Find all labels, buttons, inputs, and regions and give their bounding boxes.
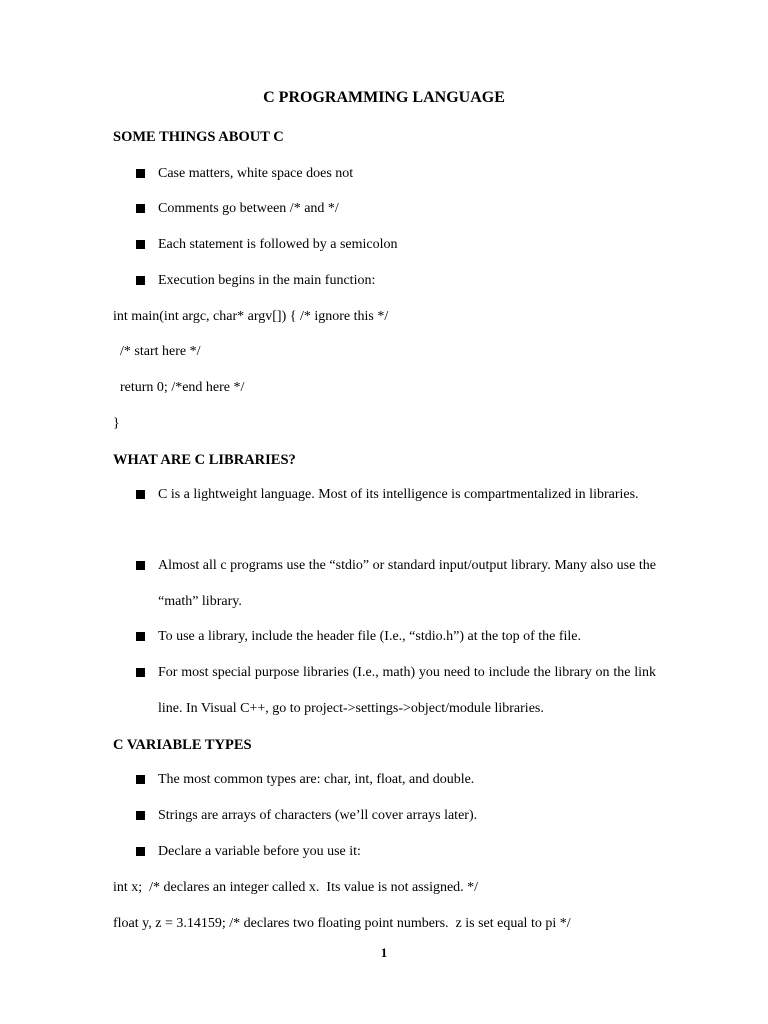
bullet-text: Almost all c programs use the “stdio” or standard input/output library. Many also use the “math” library.	[158, 558, 656, 609]
square-bullet-icon	[136, 668, 145, 677]
square-bullet-icon	[136, 169, 145, 178]
bullet-text: To use a library, include the header file (I.e., “stdio.h”) at the top of the file.	[158, 629, 582, 644]
square-bullet-icon	[136, 240, 145, 249]
bullet-text: Each statement is followed by a semicolon	[158, 237, 398, 252]
page-title: C PROGRAMMING LANGUAGE	[263, 89, 505, 106]
bullet-text: Declare a variable before you use it:	[158, 844, 361, 859]
bullet-text: Case matters, white space does not	[158, 166, 354, 181]
bullet-text: Strings are arrays of characters (we’ll cover arrays later).	[158, 808, 478, 823]
code-line: int x; /* declares an integer called x. Its value is not assigned. */	[113, 880, 479, 895]
square-bullet-icon	[136, 204, 145, 213]
square-bullet-icon	[136, 811, 145, 820]
code-line: }	[113, 416, 120, 431]
bullet-text: Comments go between /* and */	[158, 201, 339, 216]
bullet-text: The most common types are: char, int, float, and double.	[158, 772, 475, 787]
code-line: float y, z = 3.14159; /* declares two floating point numbers. z is set equal to pi */	[113, 916, 571, 931]
bullet-text: For most special purpose libraries (I.e., math) you need to include the library on the link line. In Visual C++, go to project->settings->object/module libraries.	[158, 665, 656, 716]
section-heading: C VARIABLE TYPES	[113, 737, 252, 753]
square-bullet-icon	[136, 561, 145, 570]
square-bullet-icon	[136, 632, 145, 641]
code-line: int main(int argc, char* argv[]) { /* ignore this */	[113, 309, 389, 324]
square-bullet-icon	[136, 775, 145, 784]
section-heading: SOME THINGS ABOUT C	[113, 129, 284, 145]
square-bullet-icon	[136, 847, 145, 856]
code-line: return 0; /*end here */	[113, 380, 245, 395]
page-number: 1	[380, 945, 388, 960]
bullet-text: Execution begins in the main function:	[158, 273, 376, 288]
square-bullet-icon	[136, 490, 145, 499]
bullet-text: C is a lightweight language. Most of its intelligence is compartmentalized in libraries.	[158, 487, 639, 502]
code-line: /* start here */	[113, 344, 201, 359]
square-bullet-icon	[136, 276, 145, 285]
section-heading: WHAT ARE C LIBRARIES?	[113, 452, 296, 468]
